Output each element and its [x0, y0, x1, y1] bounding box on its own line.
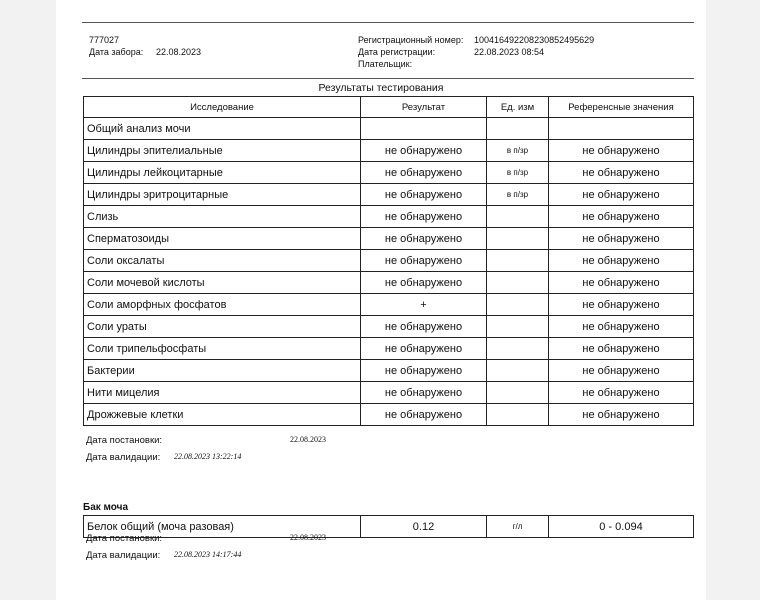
reg-date-label: Дата регистрации:: [358, 47, 436, 57]
test-unit: [487, 338, 549, 360]
reg-number-label: Регистрационный номер:: [358, 35, 464, 45]
column-header: Исследование: [84, 97, 361, 118]
test-reference: не обнаружено: [549, 206, 694, 228]
table-row: [84, 516, 694, 538]
table-row: [84, 206, 694, 228]
group-title: Общий анализ мочи: [84, 118, 361, 140]
test-result: не обнаружено: [361, 162, 487, 184]
table-row: [84, 360, 694, 382]
test-name: Цилиндры эритроцитарные: [84, 184, 361, 206]
table-row: [84, 382, 694, 404]
test-reference: не обнаружено: [549, 184, 694, 206]
results-table: [83, 96, 694, 426]
test-reference: не обнаружено: [549, 404, 694, 426]
test-unit: [487, 294, 549, 316]
test-reference: не обнаружено: [549, 250, 694, 272]
test-unit: [487, 250, 549, 272]
test-name: Цилиндры эпителиальные: [84, 140, 361, 162]
test-name: Сперматозоиды: [84, 228, 361, 250]
collection-date-label: Дата забора:: [89, 47, 144, 57]
test-result: не обнаружено: [361, 184, 487, 206]
test-unit: [487, 316, 549, 338]
order-date: 22.08.2023: [290, 435, 326, 444]
bak-table: [83, 515, 694, 538]
test-name: Цилиндры лейкоцитарные: [84, 162, 361, 184]
bak-order-date-label: Дата постановки:: [86, 533, 163, 544]
test-unit: в п/зр: [487, 140, 549, 162]
payer-label: Плательщик:: [358, 59, 413, 69]
test-name: Дрожжевые клетки: [84, 404, 361, 426]
column-header: Референсные значения: [549, 97, 694, 118]
table-header-row: [84, 97, 694, 118]
test-unit: [487, 382, 549, 404]
table-row: [84, 272, 694, 294]
test-reference: не обнаружено: [549, 360, 694, 382]
test-result: не обнаружено: [361, 316, 487, 338]
test-unit: [487, 228, 549, 250]
test-name: Слизь: [84, 206, 361, 228]
reg-date: 22.08.2023 08:54: [474, 47, 545, 57]
test-name: Белок общий (моча разовая): [84, 516, 361, 538]
table-row: [84, 338, 694, 360]
test-reference: не обнаружено: [549, 228, 694, 250]
test-result: не обнаружено: [361, 140, 487, 162]
report-page: [56, 0, 706, 600]
test-reference: 0 - 0.094: [549, 516, 694, 538]
test-result: не обнаружено: [361, 404, 487, 426]
test-name: Нити мицелия: [84, 382, 361, 404]
table-row: [84, 162, 694, 184]
table-row: [84, 294, 694, 316]
validation-date-label: Дата валидации:: [86, 452, 161, 463]
reg-number: 100416492208230852495629: [474, 35, 595, 45]
group-row: [84, 118, 694, 140]
test-unit: в п/зр: [487, 184, 549, 206]
test-name: Соли ураты: [84, 316, 361, 338]
test-reference: не обнаружено: [549, 140, 694, 162]
test-result: +: [361, 294, 487, 316]
table-row: [84, 140, 694, 162]
table-row: [84, 316, 694, 338]
test-result: не обнаружено: [361, 206, 487, 228]
test-reference: не обнаружено: [549, 338, 694, 360]
results-title: Результаты тестирования: [318, 82, 444, 94]
test-unit: г/л: [487, 516, 549, 538]
table-row: [84, 184, 694, 206]
test-name: Соли мочевой кислоты: [84, 272, 361, 294]
column-header: Ед. изм: [487, 97, 549, 118]
test-reference: не обнаружено: [549, 382, 694, 404]
bak-order-date: 22.08.2023: [290, 533, 326, 542]
order-date-label: Дата постановки:: [86, 435, 163, 446]
bak-title: Бак моча: [83, 502, 129, 513]
table-row: [84, 404, 694, 426]
test-unit: в п/зр: [487, 162, 549, 184]
test-unit: [487, 206, 549, 228]
test-reference: не обнаружено: [549, 316, 694, 338]
collection-date: 22.08.2023: [156, 47, 202, 57]
bak-validation-date: 22.08.2023 14:17:44: [174, 550, 242, 559]
test-unit: [487, 360, 549, 382]
mid-divider: [82, 78, 694, 79]
test-result: не обнаружено: [361, 228, 487, 250]
column-header: Результат: [361, 97, 487, 118]
validation-date: 22.08.2023 13:22:14: [174, 452, 242, 461]
test-result: не обнаружено: [361, 338, 487, 360]
top-divider: [82, 22, 694, 23]
test-reference: не обнаружено: [549, 294, 694, 316]
test-result: не обнаружено: [361, 272, 487, 294]
test-name: Соли аморфных фосфатов: [84, 294, 361, 316]
test-name: Соли трипельфосфаты: [84, 338, 361, 360]
test-result: не обнаружено: [361, 360, 487, 382]
test-result: не обнаружено: [361, 250, 487, 272]
table-row: [84, 228, 694, 250]
test-unit: [487, 272, 549, 294]
test-result: 0.12: [361, 516, 487, 538]
test-unit: [487, 404, 549, 426]
test-name: Соли оксалаты: [84, 250, 361, 272]
patient-id: 777027: [89, 35, 120, 45]
bak-validation-date-label: Дата валидации:: [86, 550, 161, 561]
test-result: не обнаружено: [361, 382, 487, 404]
test-name: Бактерии: [84, 360, 361, 382]
table-row: [84, 250, 694, 272]
test-reference: не обнаружено: [549, 272, 694, 294]
test-reference: не обнаружено: [549, 162, 694, 184]
